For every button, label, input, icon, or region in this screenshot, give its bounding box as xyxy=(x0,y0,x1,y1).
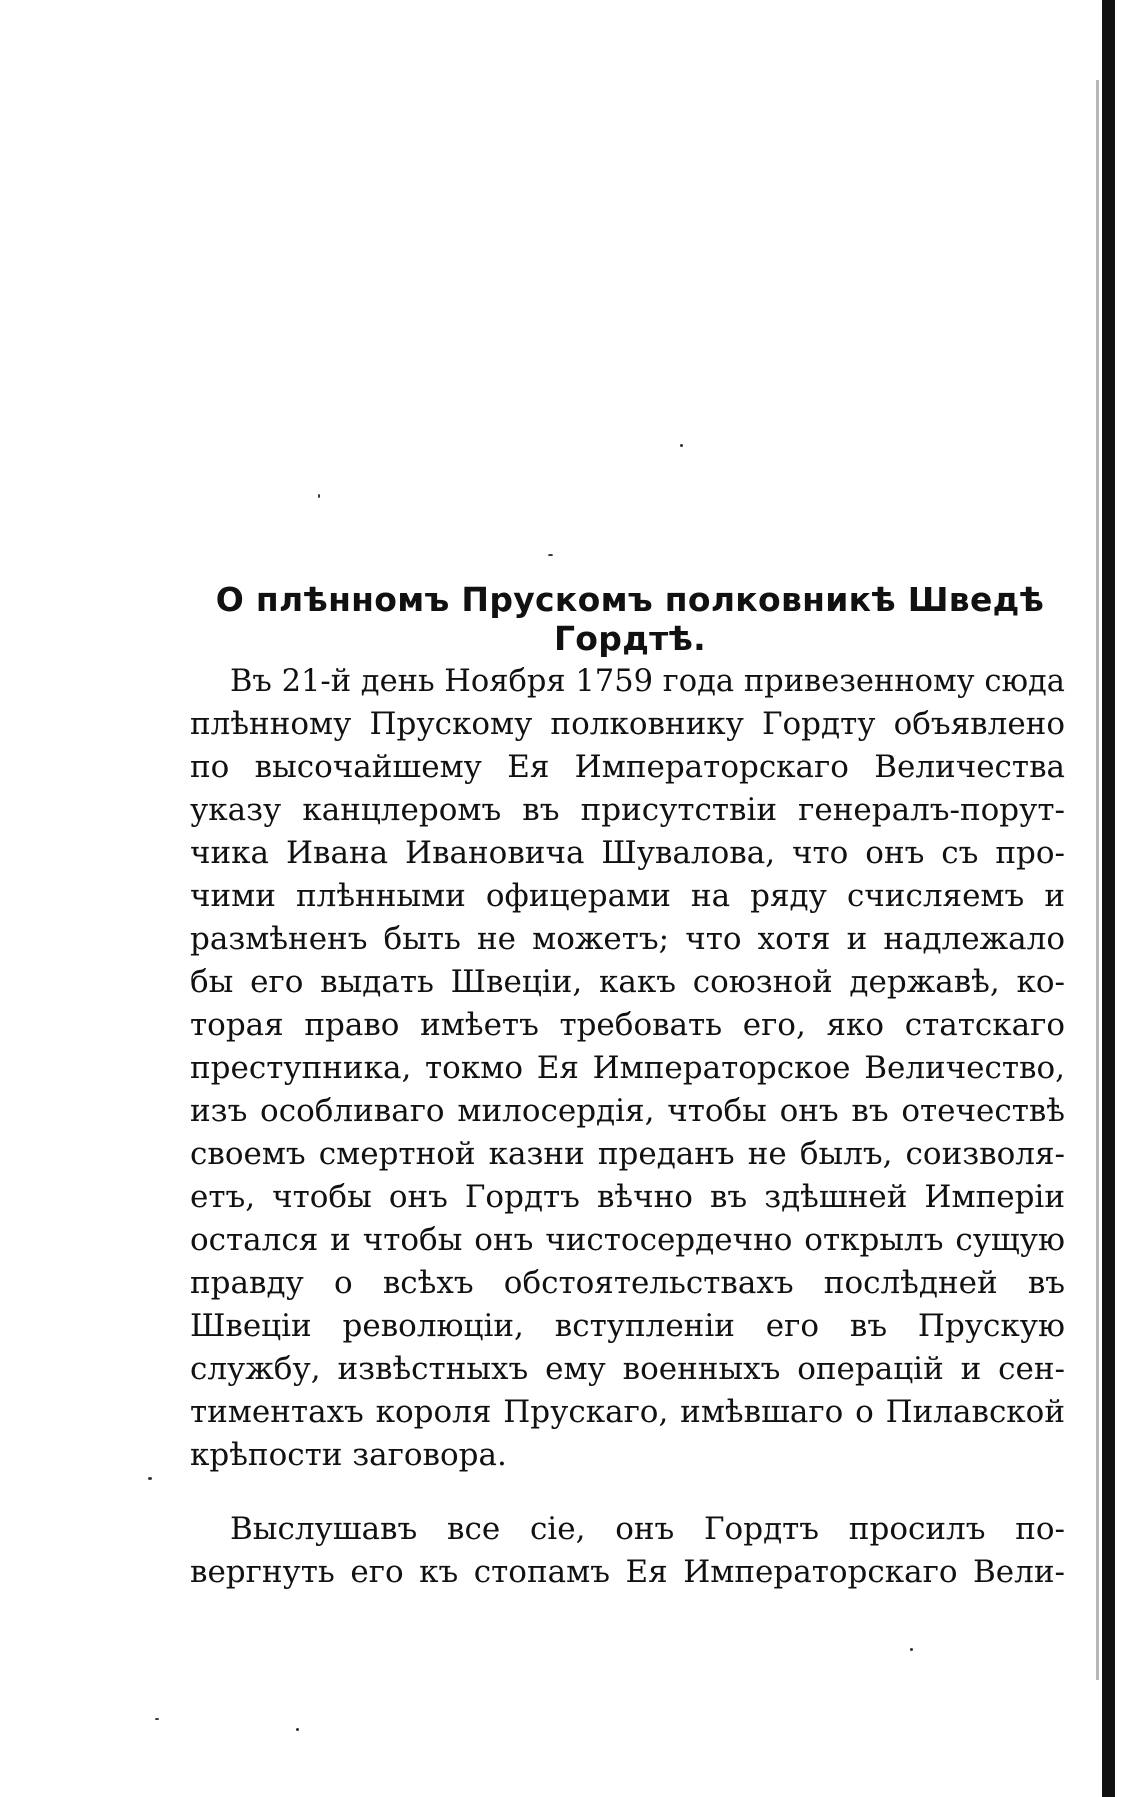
text-line: торая право имѣетъ требовать его, яко статскаго xyxy=(190,1007,1065,1043)
text-line: бы его выдать Швеціи, какъ союзной державѣ, ко- xyxy=(190,964,1065,1000)
text-line: етъ, чтобы онъ Гордтъ вѣчно въ здѣшней Имперіи xyxy=(190,1179,1065,1215)
scan-speck xyxy=(910,1648,913,1651)
page-edge-line xyxy=(1096,80,1099,1680)
text-line: изъ особливаго милосердія, чтобы онъ въ отечествѣ xyxy=(190,1093,1065,1129)
text-line: Выслушавъ все сіе, онъ Гордтъ просилъ по- xyxy=(230,1511,1065,1547)
text-line: по высочайшему Ея Императорскаго Величества xyxy=(190,749,1065,785)
text-line: остался и чтобы онъ чистосердечно открылъ сущую xyxy=(190,1222,1065,1258)
text-line: службу, извѣстныхъ ему военныхъ операцій и сен- xyxy=(190,1351,1065,1387)
text-line: чика Ивана Ивановича Шувалова, что онъ съ про- xyxy=(190,835,1065,871)
text-line: чими плѣнными офицерами на ряду счисляемъ и xyxy=(190,878,1065,914)
text-line: тиментахъ короля Прускаго, имѣвшаго о Пилавской xyxy=(190,1394,1065,1430)
text-line: плѣнному Прускому полковнику Гордту объявлено xyxy=(190,706,1065,742)
article-heading: О плѣнномъ Прускомъ полковникѣ Шведѣ Гордтѣ. xyxy=(215,580,1045,658)
scan-speck xyxy=(296,1728,299,1731)
text-line: указу канцлеромъ въ присутствіи генералъ-порут- xyxy=(190,792,1065,828)
paragraph-1 xyxy=(190,660,1065,1477)
text-line: размѣненъ быть не можетъ; что хотя и надлежало xyxy=(190,921,1065,957)
text-line: своемъ смертной казни преданъ не былъ, соизволя- xyxy=(190,1136,1065,1172)
text-line: Въ 21-й день Ноября 1759 года привезенному сюда xyxy=(230,664,1065,699)
paragraph-2 xyxy=(190,1508,1065,1594)
page-edge-shadow xyxy=(1102,0,1115,1797)
text-line: преступника, токмо Ея Императорское Величество, xyxy=(190,1050,1065,1086)
text-line: крѣпости заговора. xyxy=(190,1437,507,1473)
scan-speck xyxy=(155,1718,159,1720)
scan-speck xyxy=(318,494,320,498)
scan-speck xyxy=(680,444,683,447)
scan-speck xyxy=(548,554,553,556)
text-line: Швеціи революціи, вступленіи его въ Прускую xyxy=(190,1308,1065,1344)
text-line: правду о всѣхъ обстоятельствахъ послѣдней въ xyxy=(190,1265,1065,1301)
scan-speck xyxy=(148,1477,152,1480)
text-line: вергнуть его къ стопамъ Ея Императорскаго Вели- xyxy=(190,1554,1065,1590)
